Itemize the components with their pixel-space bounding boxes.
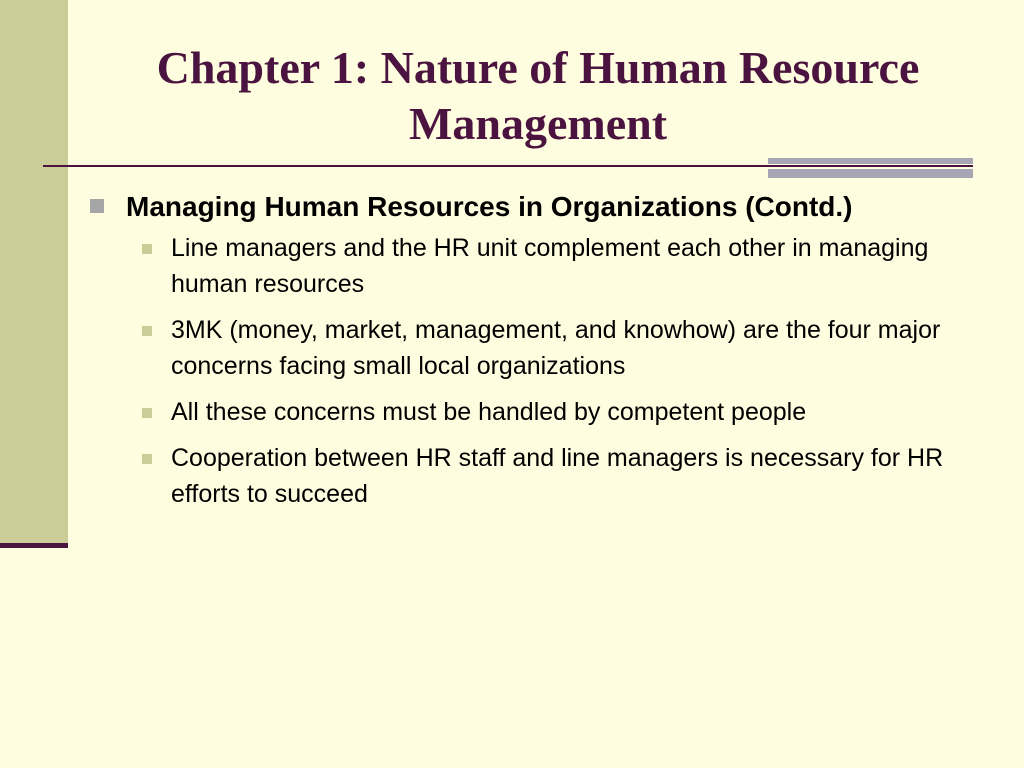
- sub-bullet: [88, 394, 998, 430]
- sub-bullet-text: Cooperation between HR staff and line managers is necessary for HR efforts to succeed: [171, 444, 944, 508]
- sub-bullet: [88, 440, 998, 512]
- square-bullet-icon: [90, 199, 104, 213]
- slide-body: [88, 190, 998, 522]
- sub-bullet-text: All these concerns must be handled by competent people: [171, 398, 807, 426]
- square-bullet-icon: [142, 408, 152, 418]
- sub-bullet: [88, 230, 998, 302]
- main-bullet: [88, 190, 998, 224]
- title-rule: [43, 165, 973, 167]
- title-rule-accent-bottom: [768, 169, 973, 178]
- left-decorative-bar: [0, 0, 68, 545]
- square-bullet-icon: [142, 244, 152, 254]
- sub-bullet: [88, 312, 998, 384]
- sub-bullet-text: Line managers and the HR unit complement each other in managing human resources: [171, 234, 929, 298]
- title-rule-accent-top: [768, 158, 973, 164]
- square-bullet-icon: [142, 454, 152, 464]
- sub-bullet-list: [88, 230, 998, 512]
- slide-title: Chapter 1: Nature of Human Resource Management: [156, 42, 920, 149]
- sub-bullet-text: 3MK (money, market, management, and knowhow) are the four major concerns facing small local organizations: [171, 316, 941, 380]
- square-bullet-icon: [142, 326, 152, 336]
- left-bar-accent-line: [0, 543, 68, 548]
- main-bullet-text: Managing Human Resources in Organizations (Contd.): [126, 191, 853, 222]
